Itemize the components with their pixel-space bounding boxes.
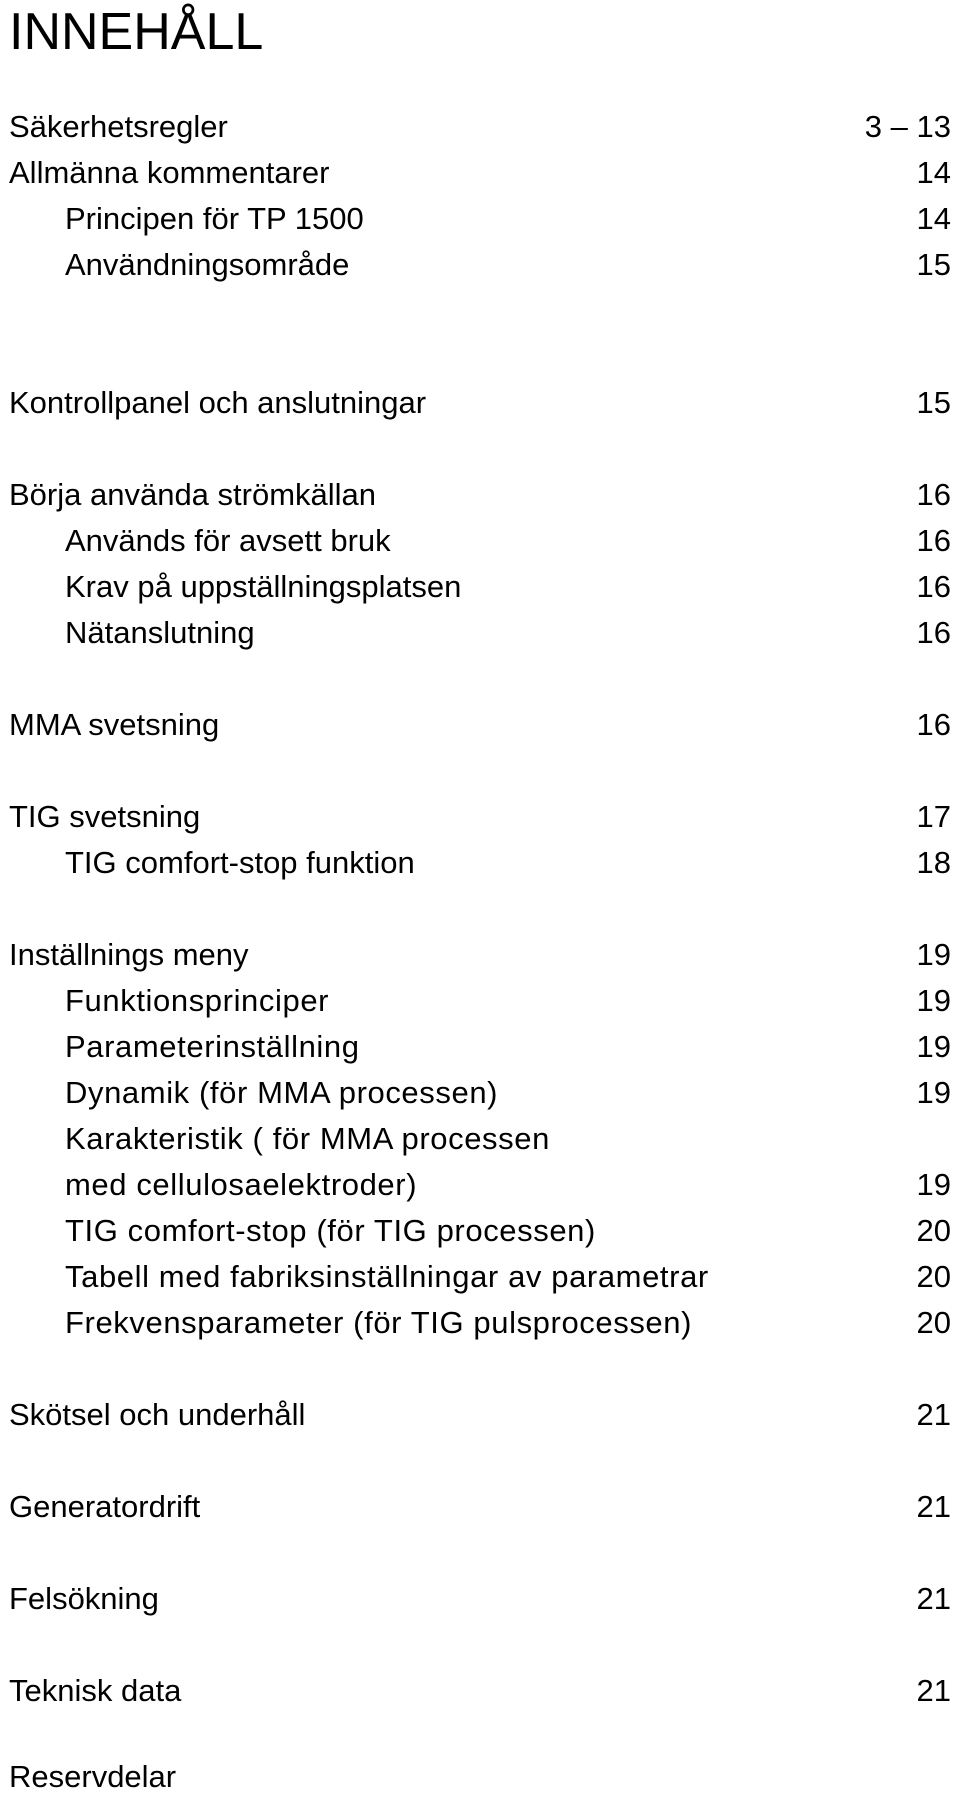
toc-entry [0, 150, 960, 196]
toc-entry [0, 1392, 960, 1438]
toc-entry-label: Börja använda strömkällan [9, 477, 377, 512]
toc-entry-page-number: 17 [916, 799, 951, 834]
toc-entry-label: MMA svetsning [9, 707, 220, 742]
toc-entry-page-number: 19 [916, 937, 951, 972]
toc-entry-label: Kontrollpanel och anslutningar [9, 385, 427, 420]
toc-entry [0, 610, 960, 656]
toc-entry-page-number: 19 [916, 983, 951, 1018]
toc-entry-page-number: 3 – 13 [864, 109, 951, 144]
toc-entry [0, 1208, 960, 1254]
toc-entry-label: Reservdelar [9, 1759, 177, 1794]
toc-entry [0, 702, 960, 748]
toc-entry-label: Teknisk data [9, 1673, 182, 1708]
toc-entry [0, 242, 960, 288]
toc-entry [0, 1024, 960, 1070]
toc-entry-page-number: 19 [916, 1029, 951, 1064]
toc-entry-page-number: 14 [916, 201, 951, 236]
toc-entry [0, 1754, 960, 1800]
toc-entry-page-number: 21 [916, 1581, 951, 1616]
page-title: INNEHÅLL [9, 3, 264, 61]
toc-entry-label: Nätanslutning [65, 615, 255, 650]
toc-entry-page-number: 16 [916, 707, 951, 742]
toc-entry [0, 1576, 960, 1622]
toc-entry-label: Tabell med fabriksinställningar av parametrar [65, 1259, 709, 1294]
toc-entry [0, 1668, 960, 1714]
toc-entry-page-number: 20 [916, 1213, 951, 1248]
toc-entry [0, 1254, 960, 1300]
toc-entry-label: TIG svetsning [9, 799, 201, 834]
toc-entry-label: Principen för TP 1500 [65, 201, 364, 236]
toc-entry-label: Funktionsprinciper [65, 983, 330, 1018]
toc-entry-page-number: 16 [916, 569, 951, 604]
toc-entry-page-number: 16 [916, 477, 951, 512]
toc-entry [0, 564, 960, 610]
toc-entry-label: Allmänna kommentarer [9, 155, 330, 190]
toc-entry-label: med cellulosaelektroder) [65, 1167, 418, 1202]
toc-entry [0, 794, 960, 840]
toc-entry-label: Dynamik (för MMA processen) [65, 1075, 499, 1110]
toc-entry [0, 1070, 960, 1116]
toc-entry [0, 518, 960, 564]
toc-entry [0, 196, 960, 242]
toc-entry-page-number: 15 [916, 247, 951, 282]
toc-entry-page-number: 14 [916, 155, 951, 190]
toc-entry [0, 1484, 960, 1530]
toc-entry-label: Frekvensparameter (för TIG pulsprocessen) [65, 1305, 693, 1340]
toc-entry-label: Säkerhetsregler [9, 109, 228, 144]
toc-entry-label: TIG comfort-stop funktion [65, 845, 415, 880]
toc-entry [0, 1116, 960, 1162]
toc-entry-label: Karakteristik ( för MMA processen [65, 1121, 550, 1156]
toc-entry [0, 472, 960, 518]
toc-entry-page-number: 21 [916, 1489, 951, 1524]
toc-entry [0, 932, 960, 978]
toc-entry [0, 1300, 960, 1346]
toc-entry-page-number: 21 [916, 1673, 951, 1708]
toc-entry [0, 840, 960, 886]
toc-entry-page-number: 19 [916, 1167, 951, 1202]
toc-entry-label: Användningsområde [65, 247, 350, 282]
toc-entry-label: Generatordrift [9, 1489, 201, 1524]
toc-entry-label: TIG comfort-stop (för TIG processen) [65, 1213, 596, 1248]
toc-entry [0, 380, 960, 426]
toc-entry-label: Används för avsett bruk [65, 523, 391, 558]
toc-entry [0, 104, 960, 150]
toc-entry-page-number: 15 [916, 385, 951, 420]
toc-entry-label: Inställnings meny [9, 937, 249, 972]
toc-entry-label: Parameterinställning [65, 1029, 360, 1064]
toc-entry-page-number: 20 [916, 1259, 951, 1294]
toc-entry-label: Skötsel och underhåll [9, 1397, 306, 1432]
toc-entry-page-number: 20 [916, 1305, 951, 1340]
toc-entry-page-number: 16 [916, 615, 951, 650]
toc-entry-label: Felsökning [9, 1581, 159, 1616]
toc-entry-page-number: 16 [916, 523, 951, 558]
toc-entry-page-number: 21 [916, 1397, 951, 1432]
toc-entry-page-number: 18 [916, 845, 951, 880]
toc-entry [0, 1162, 960, 1208]
toc-entry-label: Krav på uppställningsplatsen [65, 569, 462, 604]
toc-entry-page-number: 19 [916, 1075, 951, 1110]
toc-entry [0, 978, 960, 1024]
